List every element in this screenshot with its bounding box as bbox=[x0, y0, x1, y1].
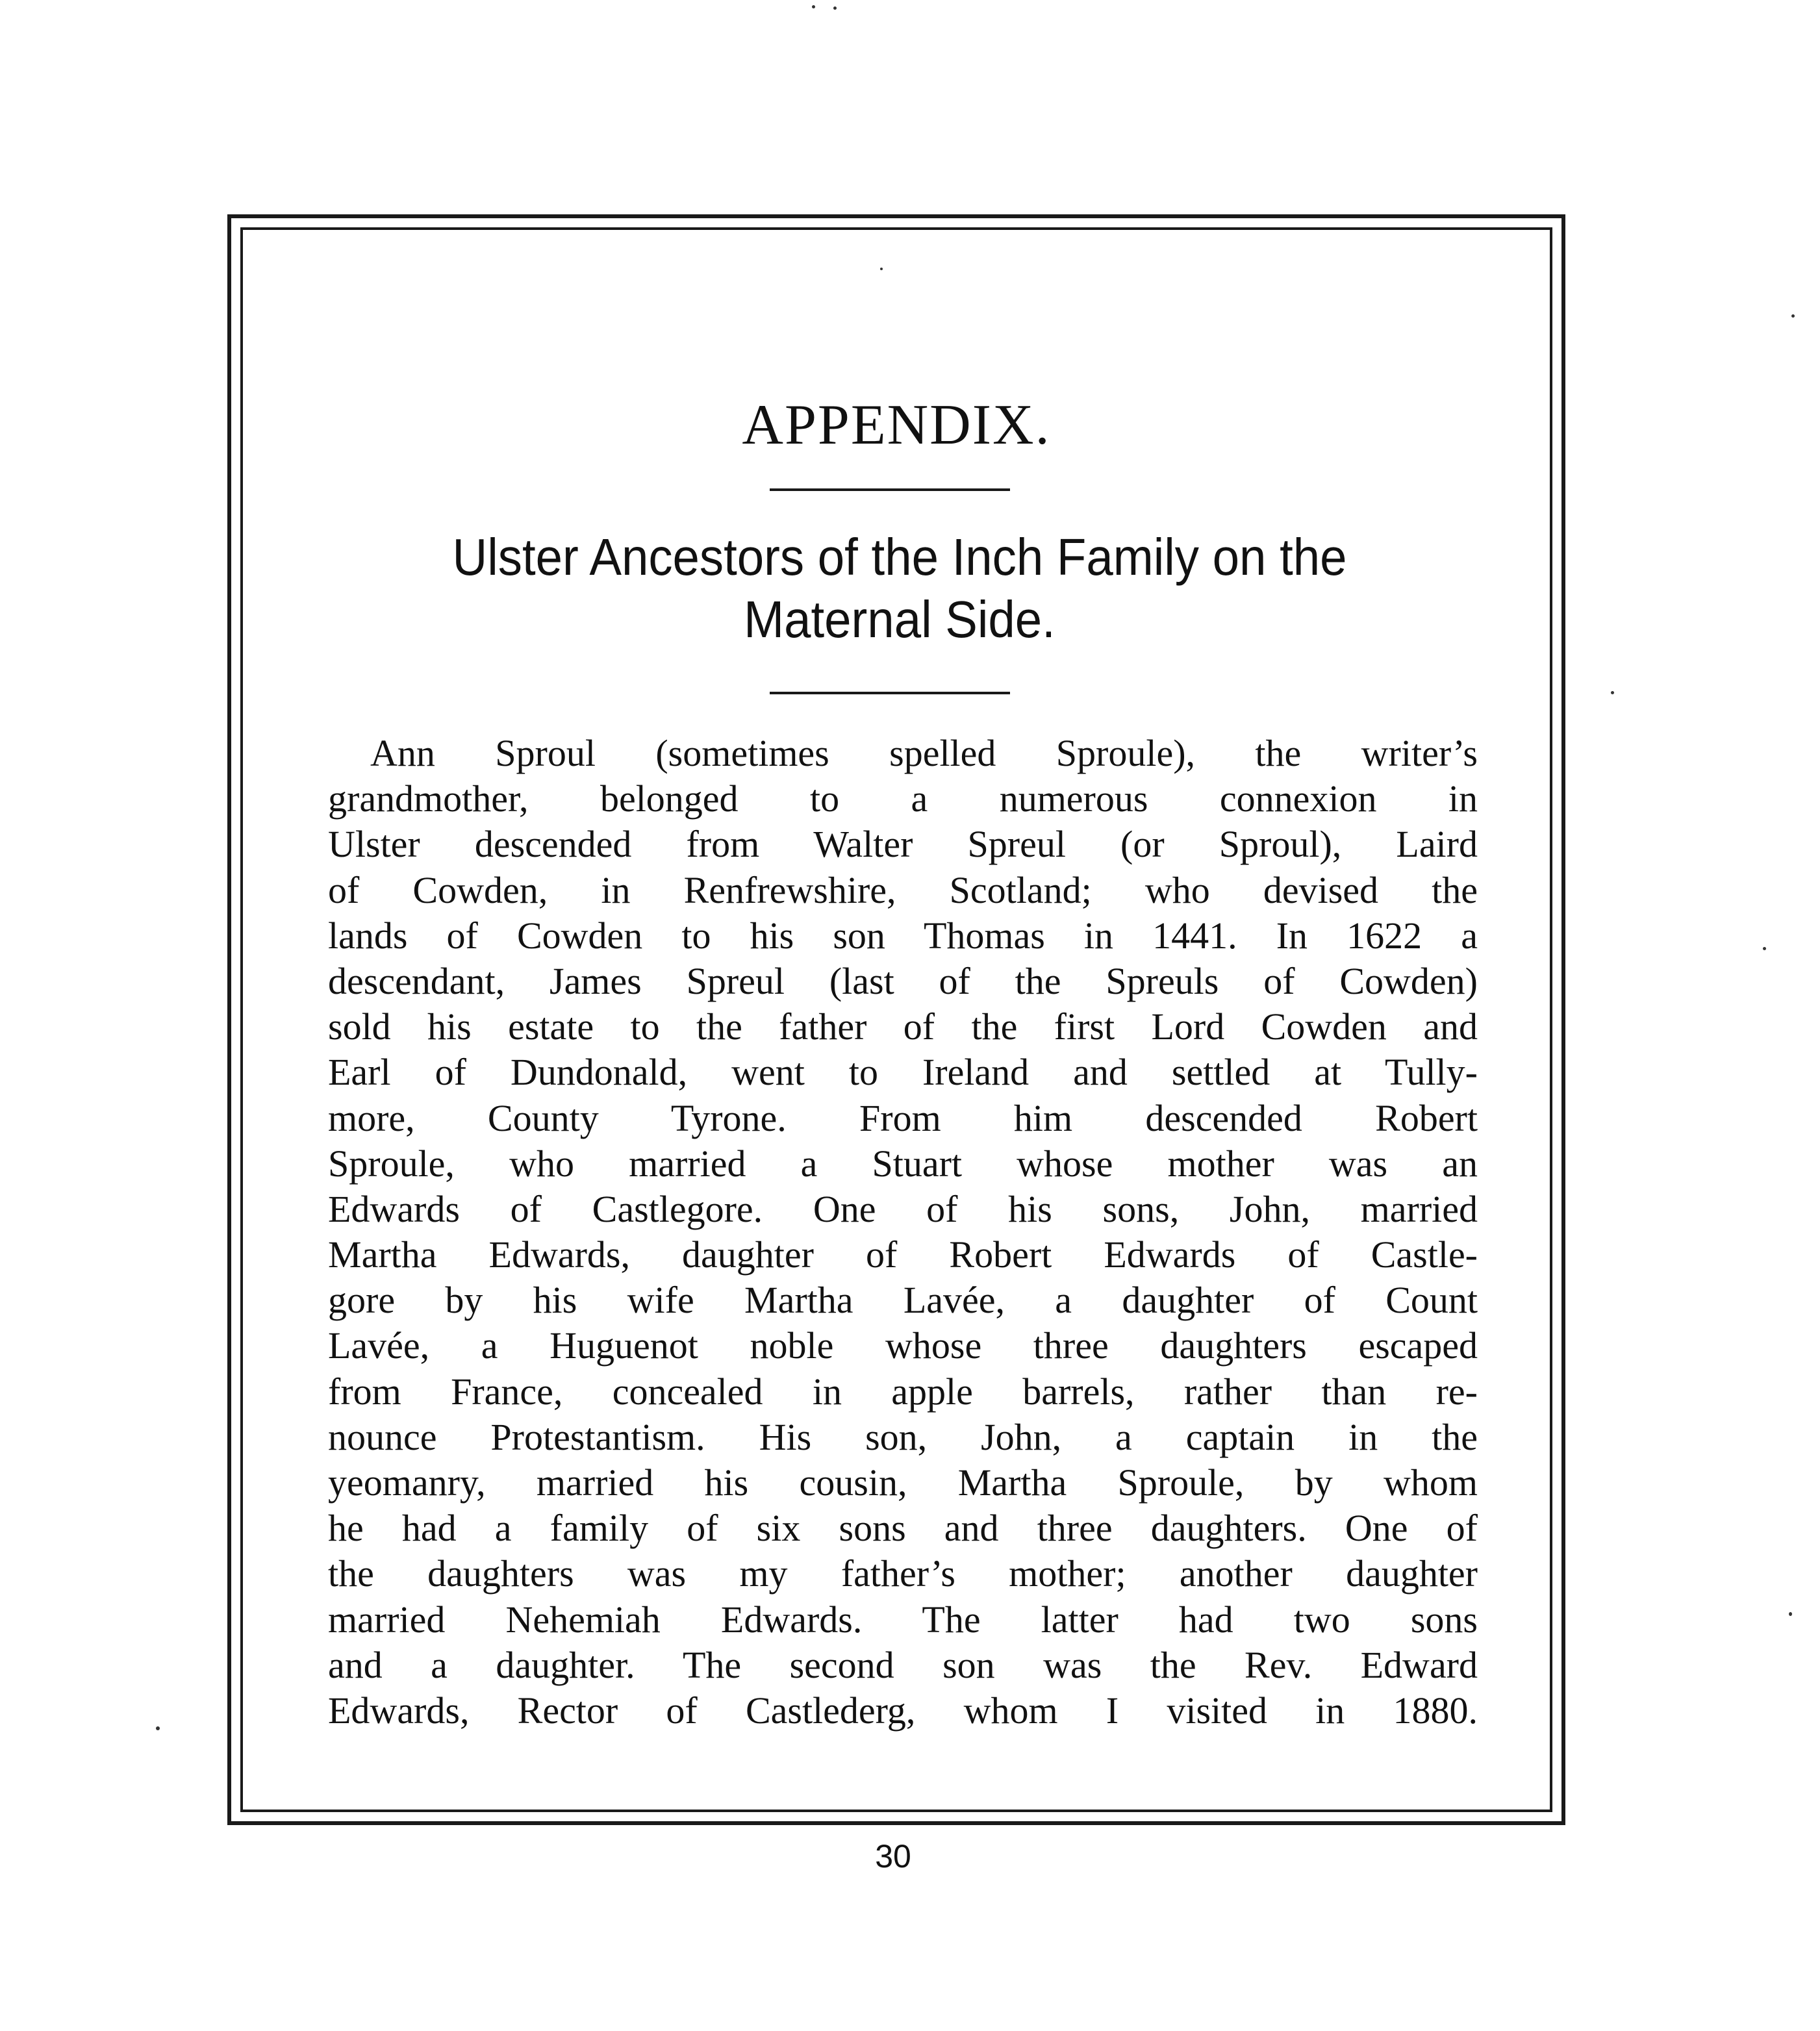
scan-speck bbox=[1791, 314, 1795, 318]
paragraph-line: Sproule, who married a Stuart whose mother was an bbox=[328, 1142, 1478, 1185]
paragraph-line: and a daughter. The second son was the Rev. Edward bbox=[328, 1643, 1478, 1686]
scan-speck bbox=[156, 1726, 160, 1730]
paragraph-line: lands of Cowden to his son Thomas in 1441. In 1622 a bbox=[328, 914, 1478, 957]
scan-speck bbox=[812, 5, 815, 8]
page-title: APPENDIX. bbox=[742, 394, 1051, 457]
paragraph-line: Edwards, Rector of Castlederg, whom I visited in 1880. bbox=[328, 1689, 1478, 1732]
subtitle-divider bbox=[770, 692, 1010, 694]
paragraph-line: gore by his wife Martha Lavée, a daughter of Count bbox=[328, 1279, 1478, 1322]
scan-speck bbox=[833, 6, 837, 10]
paragraph-line: Edwards of Castlegore. One of his sons, John, married bbox=[328, 1187, 1478, 1230]
page-number: 30 bbox=[875, 1838, 911, 1874]
paragraph-line: Ulster descended from Walter Spreul (or Sproul), Laird bbox=[328, 823, 1478, 866]
paragraph-line: yeomanry, married his cousin, Martha Sproule, by whom bbox=[328, 1461, 1478, 1504]
paragraph-line: Earl of Dundonald, went to Ireland and settled at Tully- bbox=[328, 1051, 1478, 1094]
paragraph-line: he had a family of six sons and three daughters. One of bbox=[328, 1507, 1478, 1550]
paragraph-line: married Nehemiah Edwards. The latter had two sons bbox=[328, 1598, 1478, 1641]
scan-speck bbox=[1763, 947, 1766, 950]
scan-speck bbox=[1789, 1612, 1792, 1616]
paragraph-line: from France, concealed in apple barrels, rather than re- bbox=[328, 1370, 1478, 1413]
scan-speck bbox=[1611, 691, 1614, 694]
paragraph-line: the daughters was my father’s mother; another daughter bbox=[328, 1552, 1478, 1595]
paragraph-line: of Cowden, in Renfrewshire, Scotland; who devised the bbox=[328, 868, 1478, 911]
paragraph-line: Lavée, a Huguenot noble whose three daughters escaped bbox=[328, 1324, 1478, 1367]
title-divider bbox=[770, 488, 1010, 491]
paragraph-line: grandmother, belonged to a numerous connexion in bbox=[328, 777, 1478, 820]
paragraph-line: Martha Edwards, daughter of Robert Edwards of Castle- bbox=[328, 1233, 1478, 1276]
subtitle-line: Maternal Side. bbox=[744, 590, 1055, 648]
paragraph-line: more, County Tyrone. From him descended Robert bbox=[328, 1096, 1478, 1139]
section-subtitle bbox=[365, 526, 1434, 651]
paragraph-line: nounce Protestantism. His son, John, a captain in the bbox=[328, 1415, 1478, 1458]
subtitle-line: Ulster Ancestors of the Inch Family on the bbox=[452, 528, 1347, 586]
paragraph-line: descendant, James Spreul (last of the Spreuls of Cowden) bbox=[328, 959, 1478, 1002]
paragraph-line: sold his estate to the father of the first Lord Cowden and bbox=[328, 1005, 1478, 1048]
body-paragraph bbox=[328, 731, 1478, 1734]
paragraph-line: Ann Sproul (sometimes spelled Sproule), the writer’s bbox=[370, 732, 1478, 774]
